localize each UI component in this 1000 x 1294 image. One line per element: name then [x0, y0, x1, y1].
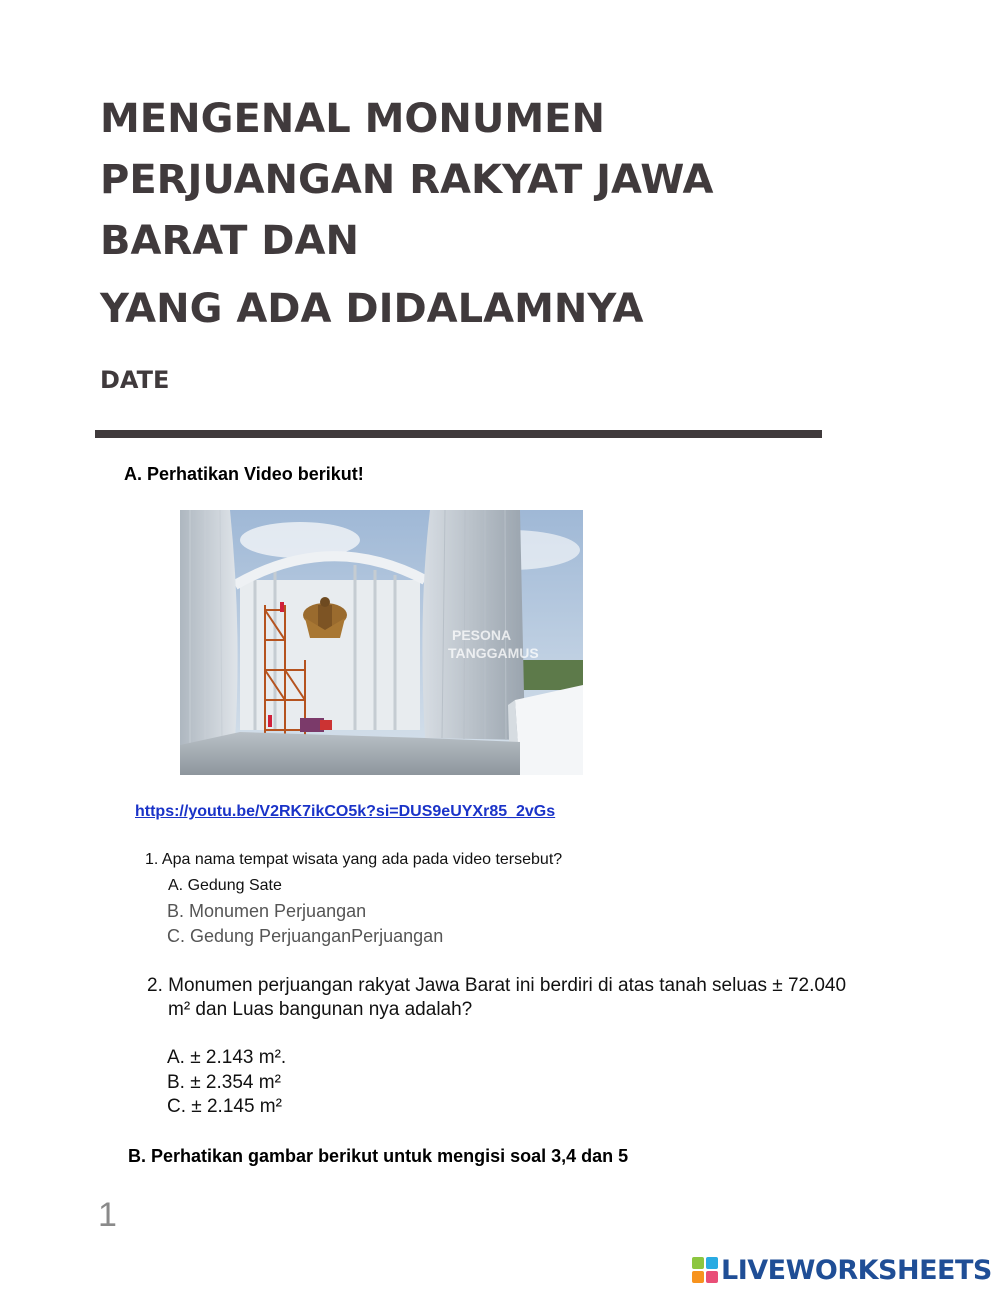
- watermark-line-2: TANGGAMUS: [448, 645, 539, 661]
- liveworksheets-brand: [692, 1253, 992, 1287]
- title-divider: [95, 430, 822, 438]
- question-1-option-c[interactable]: C. Gedung PerjuanganPerjuangan: [167, 926, 444, 946]
- brand-name: LIVEWORKSHEETS: [721, 1254, 992, 1286]
- question-2-text-line-1: 2. Monumen perjuangan rakyat Jawa Barat ini berdiri di atas tanah seluas ± 72.040: [147, 975, 847, 996]
- date-label: DATE: [100, 366, 170, 394]
- question-1-option-b[interactable]: B. Monumen Perjuangan: [167, 901, 367, 921]
- title-line-4: YANG ADA DIDALAMNYA: [100, 286, 644, 332]
- title-line-3: BARAT DAN: [100, 218, 359, 264]
- logo-square-4: [706, 1271, 718, 1283]
- section-a-heading: A. Perhatikan Video berikut!: [124, 464, 364, 484]
- title-line-1: MENGENAL MONUMEN: [100, 96, 605, 142]
- watermark-line-1: PESONA: [452, 627, 512, 643]
- video-link[interactable]: https://youtu.be/V2RK7ikCO5k?si=DUS9eUYXr85_2vGs: [135, 803, 556, 820]
- question-2-option-b[interactable]: B. ± 2.354 m²: [167, 1072, 281, 1093]
- page-number: 1: [98, 1196, 117, 1234]
- question-1-option-a[interactable]: A. Gedung Sate: [168, 877, 282, 894]
- logo-square-2: [706, 1257, 718, 1269]
- question-1-text: 1. Apa nama tempat wisata yang ada pada video tersebut?: [145, 851, 563, 868]
- question-2-option-c[interactable]: C. ± 2.145 m²: [167, 1096, 282, 1117]
- question-2-option-a[interactable]: A. ± 2.143 m².: [167, 1047, 287, 1068]
- video-thumbnail[interactable]: [180, 510, 583, 775]
- logo-square-1: [692, 1257, 704, 1269]
- logo-square-3: [692, 1271, 704, 1283]
- question-2-text-line-2: m² dan Luas bangunan nya adalah?: [168, 999, 473, 1020]
- title-line-2: PERJUANGAN RAKYAT JAWA: [100, 157, 714, 203]
- liveworksheets-logo-icon: [692, 1257, 718, 1283]
- section-b-heading: B. Perhatikan gambar berikut untuk mengisi soal 3,4 dan 5: [128, 1146, 629, 1166]
- monument-photo: [180, 510, 583, 775]
